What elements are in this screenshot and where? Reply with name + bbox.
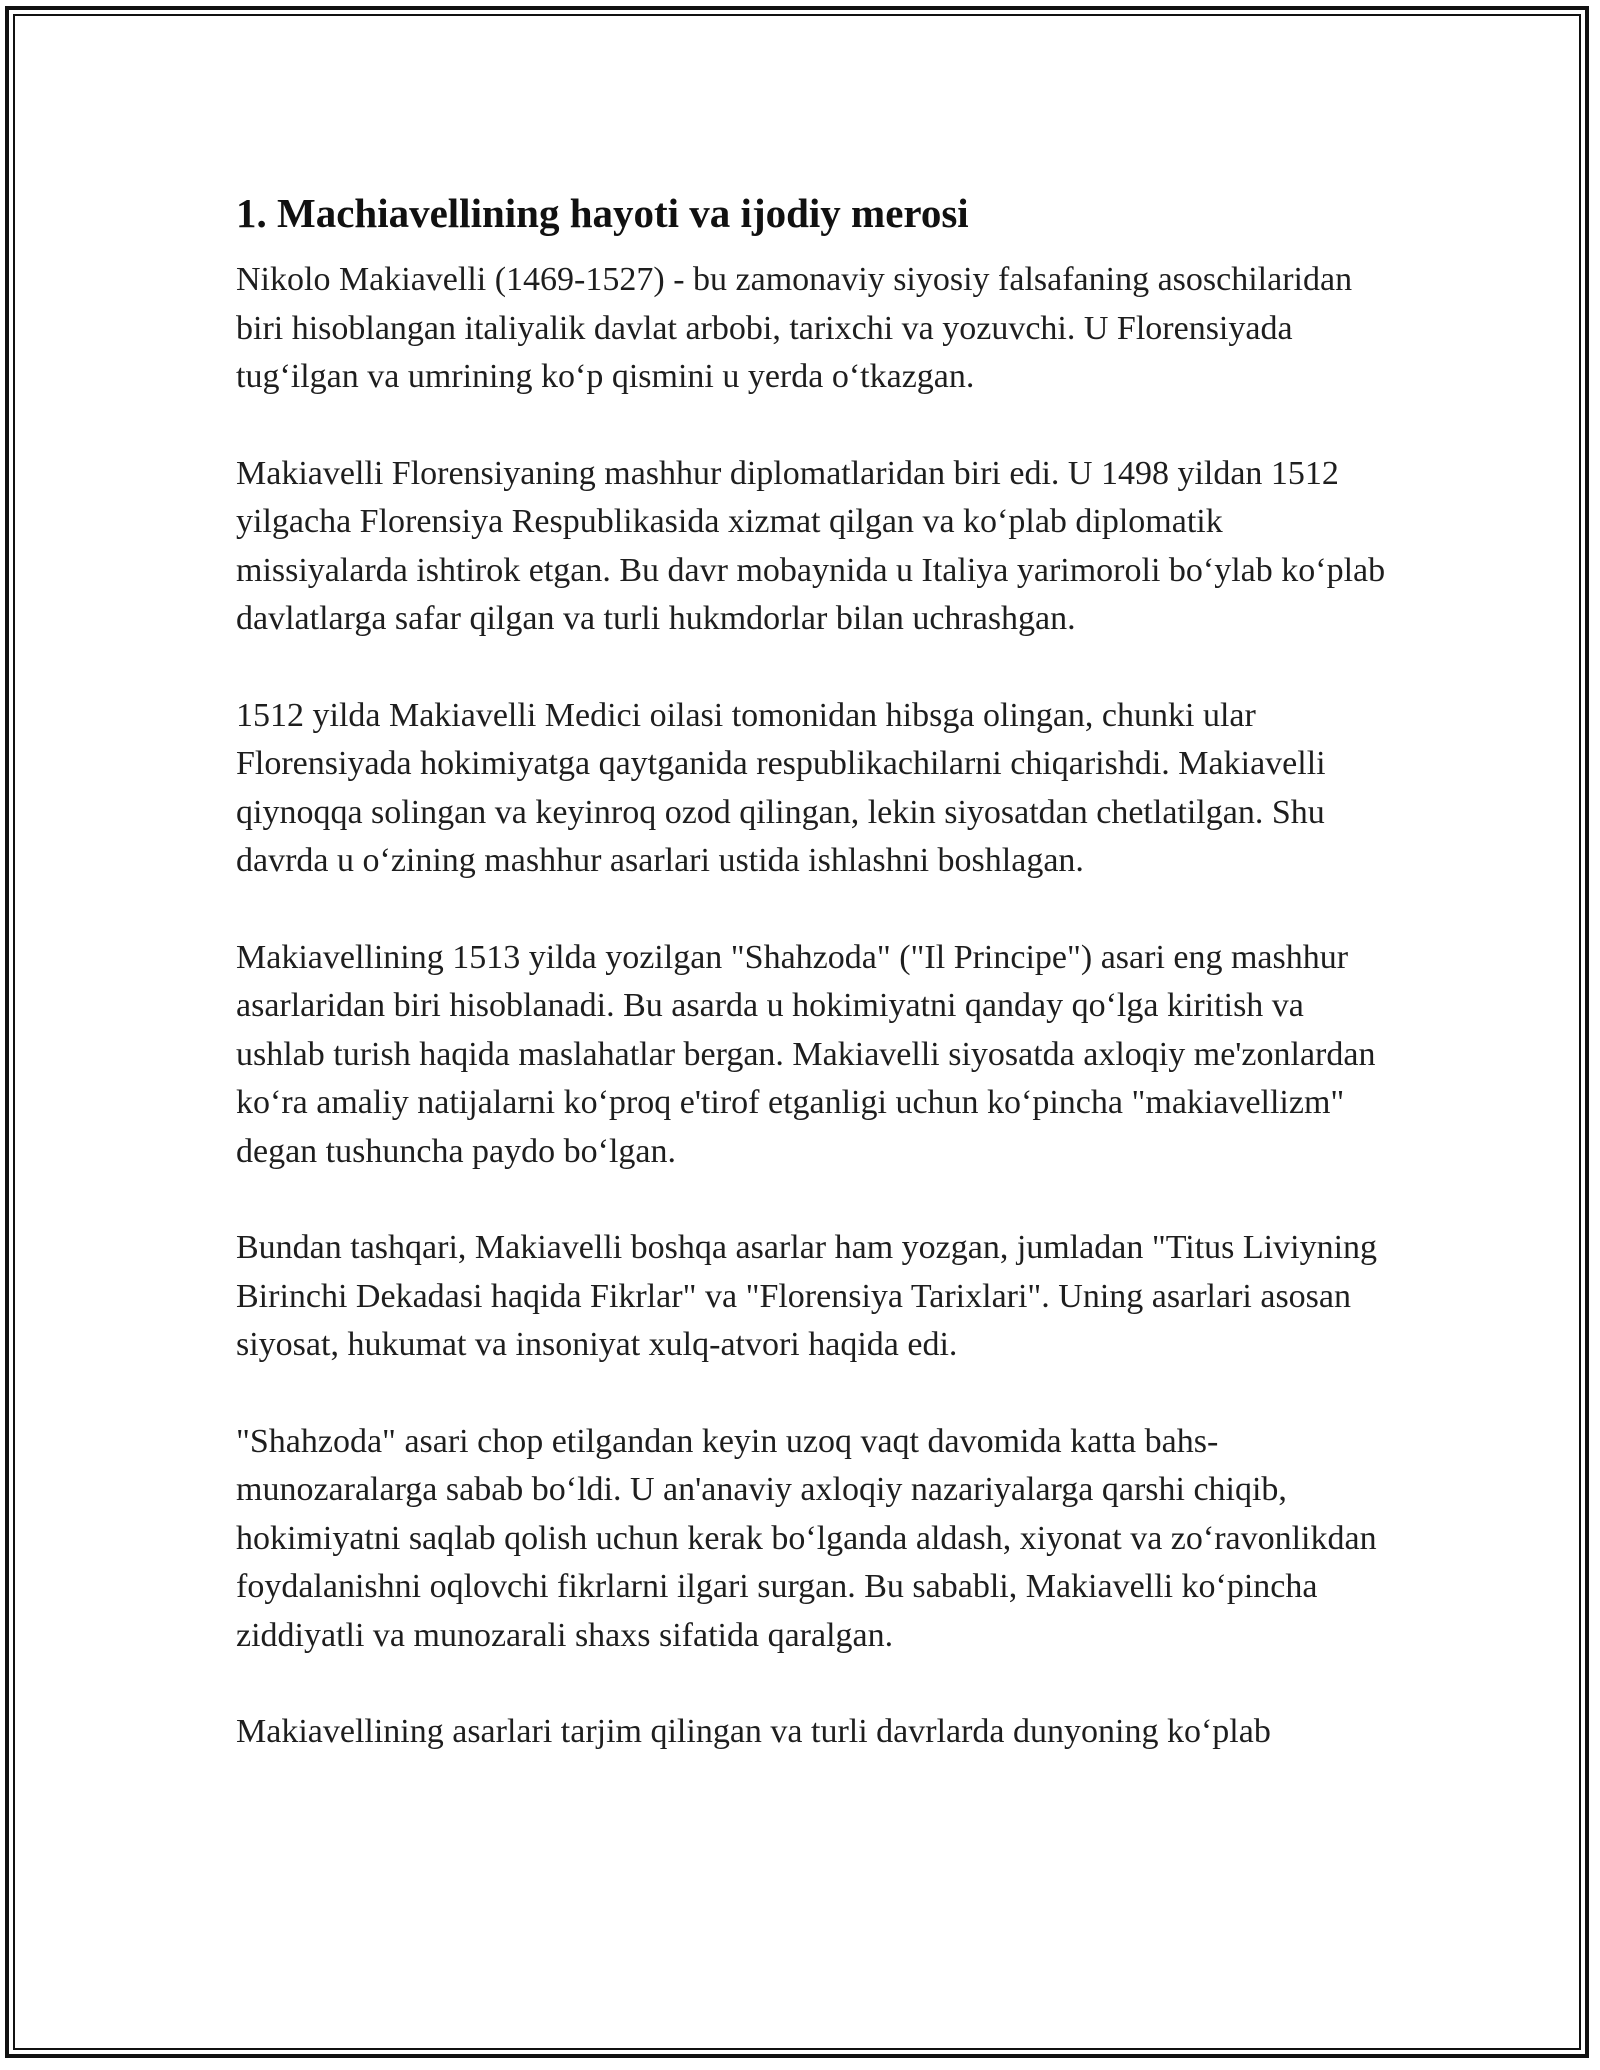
document-body	[236, 185, 1386, 1757]
paragraph-2: Makiavelli Florensiyaning mashhur diplomatlaridan biri edi. U 1498 yildan 1512 yilgacha Florensiya Respublikasida xizmat qilgan va ko‘plab diplomatik missiyalarda ishtirok etgan. Bu davr mobaynida u Italiya yarimoroli bo‘ylab ko‘plab davlatlarga safar qilgan va turli hukmdorlar bilan uchrashgan.	[236, 454, 1386, 637]
paragraph-4: Makiavellining 1513 yilda yozilgan "Shahzoda" ("Il Principe") asari eng mashhur asarlaridan biri hisoblanadi. Bu asarda u hokimiyatni qanday qo‘lga kiritish va ushlab turish haqida maslahatlar bergan. Makiavelli siyosatda axloqiy me'zonlardan ko‘ra amaliy natijalarni ko‘proq e'tirof etganligi uchun ko‘pincha "makiavellizm" degan tushuncha paydo bo‘lgan.	[236, 938, 1376, 1170]
paragraph-1: Nikolo Makiavelli (1469-1527) - bu zamonaviy siyosiy falsafaning asoschilaridan biri hisoblangan italiyalik davlat arbobi, tarixchi va yozuvchi. U Florensiyada tug‘ilgan va umrining ko‘p qismini u yerda o‘tkazgan.	[236, 261, 1353, 395]
paragraph-6: "Shahzoda" asari chop etilgandan keyin uzoq vaqt davomida katta bahs-munozaralarga sabab bo‘ldi. U an'anaviy axloqiy nazariyalarga qarshi chiqib, hokimiyatni saqlab qolish uchun kerak bo‘lganda aldash, xiyonat va zo‘ravonlikdan foydalanishni oqlovchi fikrlarni ilgari surgan. Bu sababli, Makiavelli ko‘pincha ziddiyatli va munozarali shaxs sifatida qaralgan.	[236, 1422, 1377, 1654]
paragraph-7: Makiavellining asarlari tarjim qilingan va turli davrlarda dunyoning ko‘plab	[236, 1713, 1271, 1750]
paragraph-3: 1512 yilda Makiavelli Medici oilasi tomonidan hibsga olingan, chunki ular Florensiyada hokimiyatga qaytganida respublikachilarni chiqarishdi. Makiavelli qiynoqqa solingan va keyinroq ozod qilingan, lekin siyosatdan chetlatilgan. Shu davrda u o‘zining mashhur asarlari ustida ishlashni boshlagan.	[236, 696, 1326, 879]
paragraph-5: Bundan tashqari, Makiavelli boshqa asarlar ham yozgan, jumladan "Titus Liviyning Birinchi Dekadasi haqida Fikrlar" va "Florensiya Tarixlari". Uning asarlari asosan siyosat, hukumat va insoniyat xulq-atvori haqida edi.	[236, 1229, 1378, 1363]
section-heading: 1. Machiavellining hayoti va ijodiy merosi	[236, 190, 969, 236]
